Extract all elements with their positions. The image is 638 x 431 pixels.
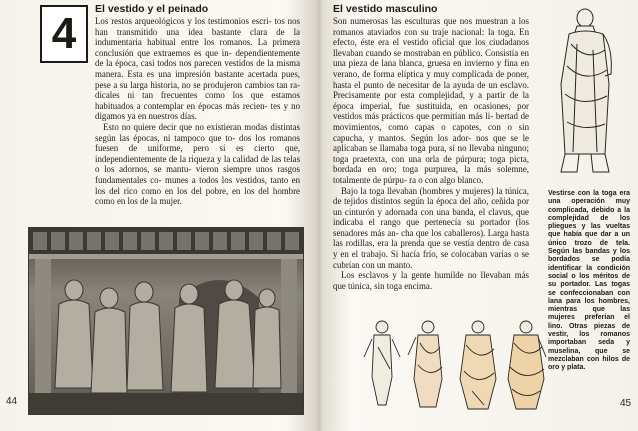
relief-image <box>29 228 303 414</box>
right-paragraph-3 <box>333 270 529 291</box>
right-paragraph-2 <box>333 186 529 271</box>
text-line: dicales ni tan frecuentes como los que estamos <box>95 90 300 101</box>
text-line: público. Consistía en una pieza de lana blanca, <box>333 47 529 69</box>
text-line: pertenecía su portador (los senadores más an- <box>333 217 529 238</box>
text-line: de la indumentaria habitual entre los romanos. <box>95 26 300 48</box>
text-line: La primera conclusión que extraemos es que in- <box>95 37 300 58</box>
text-line: bertad de movimientos, como capas o capotes, <box>333 111 529 132</box>
text-line: Esto no quiere decir que no existieran modas <box>103 121 268 132</box>
text-line: a los romanos ataviados con su traje nacional: <box>333 16 530 37</box>
text-line: dos los romanos fuesen de uniforme, pero sí es <box>95 132 301 154</box>
page-number-left: 44 <box>6 396 18 407</box>
roman-relief-photo <box>28 227 304 415</box>
text-line: la calidad de las telas o los adornos, se mantu- <box>95 153 301 175</box>
text-line: Los restos arqueológicos y los testimonios escri- <box>95 16 272 26</box>
right-heading: El vestido masculino <box>333 3 438 15</box>
toga-statue-illustration <box>547 4 625 184</box>
text-line: punto de necesitar de la ayuda de un esclavo. <box>363 79 530 90</box>
text-line: cubrían con un manto. <box>333 259 413 270</box>
text-line: la época imperial, fue sustituida, en ocasiones, <box>333 90 529 111</box>
left-text-column <box>95 3 300 207</box>
text-line: en los de la mujer. <box>116 196 182 207</box>
text-line: parecen vestidos de la misma manera. Esta es <box>95 58 301 79</box>
figure-2 <box>408 321 442 407</box>
illustration-caption: Vestirse con la toga era una operación muy complicada, debido a la complejidad de los pliegues y las vueltas que había que dar a un único trozo de tela. Según las bandas y los bordados se podía identificar la condición social o los méritos de su portador. Las togas se confeccionaban con lana para los hombres, mientras que las mujeres preferían el lino. Otras piezas de vestir, los romanos importaban seda y muselina, que se mezclaban con hilos de oro y plata. <box>548 190 630 372</box>
text-line: una impresión bastante acertada pues, pese a su <box>95 68 300 90</box>
left-paragraph-2 <box>95 122 300 207</box>
text-line: dependientemente de la época, casi todos nos <box>95 47 300 69</box>
text-line: de púrpura; toga picta, bordada en oro; toga <box>333 153 529 175</box>
text-line: año, ceñida por un cinturón y adornada con una <box>333 196 529 217</box>
text-line: purpurea, la más solemne, totalmente de púrpu- <box>333 164 529 185</box>
figure-3 <box>460 321 496 409</box>
text-line: Precisamente por esta complejidad, y a partir de <box>333 90 519 101</box>
page-number-right: 45 <box>620 398 632 409</box>
text-line: la toga. En efecto, éste era el vestido oficial que <box>333 26 530 48</box>
chapter-number: 4 <box>51 9 77 58</box>
text-line: era la prenda que se vestía dentro de casa y en <box>333 238 530 260</box>
text-line: Son numerosas las esculturas que nos muestran <box>333 16 508 26</box>
text-line: larga historia, no se produjeron cambios tan ra- <box>130 79 300 90</box>
text-line: elíptica y muy complicada de poner, hasta el <box>333 68 529 90</box>
text-line: por vestidos más prácticos que permitían más li- <box>333 100 529 122</box>
text-line: distintas según las épocas, ni tampoco que to- <box>95 121 300 143</box>
text-line: como en los del pobre, en los del hombre como <box>95 185 300 207</box>
right-text-column <box>333 3 529 291</box>
text-line: ra o con algo blanco. <box>409 174 484 185</box>
left-paragraph-1 <box>95 16 300 122</box>
toga-draping-figures <box>360 317 550 415</box>
text-line: no llevaba ninguno; toga praetexta, con una orla <box>333 143 530 164</box>
text-line: más que túnica, sin toga encima. <box>333 270 529 291</box>
text-line: tos nos han transmitido una idea bastante clara <box>95 16 301 37</box>
text-line: con o sin capucha, y mantos. Según los ador- <box>333 121 530 143</box>
text-line: los ciudadanos llevaban cuando se mostraban en <box>333 37 530 58</box>
figure-4 <box>508 321 546 409</box>
text-line: nos que se le aplicaban se llamaba toga pura, si <box>333 132 529 154</box>
text-line: munes a todos los vestidos, tanto en los del rico <box>95 174 301 196</box>
text-line: habituados a contemplar en épocas más recien- <box>95 100 268 111</box>
text-line: tes y no digamos ya en nuestros días. <box>95 100 301 122</box>
chapter-number-box <box>40 5 88 63</box>
left-heading: El vestido y el peinado <box>95 3 209 15</box>
text-line: cha que los caballeros). Larga hasta las rodillas, <box>333 227 530 249</box>
text-line: túnica, de tejidos distintos según la época del <box>333 185 530 207</box>
right-paragraph-1 <box>333 16 529 186</box>
figure-1 <box>364 321 400 405</box>
text-line: el trabajo. Si hacía frío, se colocaban varias o se <box>351 249 530 260</box>
text-line: gruesa en invierno y fina en verano, de forma <box>333 58 530 79</box>
text-line: cierto que, independientemente de la riqueza y <box>95 143 300 164</box>
text-line: Los esclavos y la gente humilde no llevaban <box>341 270 511 281</box>
text-line: Bajo la toga llevaban (hombres y mujeres) la <box>341 185 503 196</box>
text-line: vieron siempre unos rasgos fundamentales co- <box>95 164 300 185</box>
text-line: banda, el clavus, que indicaba el rango que <box>333 206 529 228</box>
